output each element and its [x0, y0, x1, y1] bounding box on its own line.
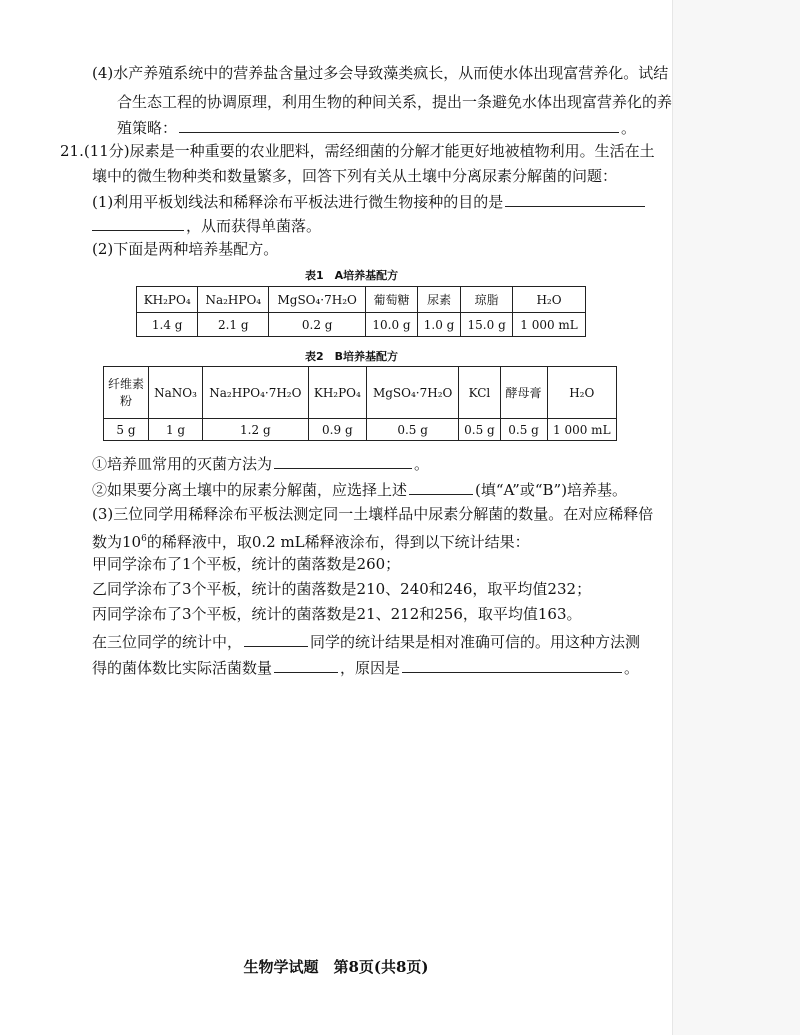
page-edge-shadow	[672, 0, 800, 1035]
table2-header-cell: H₂O	[547, 367, 616, 419]
q21-part3-line-6	[92, 630, 640, 653]
q21-part3-l6-b: 同学的统计结果是相对准确可信的。用这种方法测	[310, 633, 641, 651]
table2-header-cell: KH₂PO₄	[308, 367, 366, 419]
answer-blank[interactable]	[274, 656, 338, 673]
q21-part2-line: (2)下面是两种培养基配方。	[92, 240, 279, 258]
q21-sub2-text-b: (填“A”或“B”)培养基。	[475, 481, 628, 499]
q21-sub1-text-a: ①培养皿常用的灭菌方法为	[92, 455, 273, 473]
q21-part3-line-2	[92, 528, 530, 553]
q21-part3-l6-a: 在三位同学的统计中，	[92, 633, 243, 651]
q4-line-2: 合生态工程的协调原理，利用生物的种间关系，提出一条避免水体出现富营养化的养	[117, 93, 673, 111]
table1-header-cell: KH₂PO₄	[137, 287, 198, 313]
table1-caption: 表1 A培养基配方	[305, 269, 399, 282]
table2-value-cell: 0.5 g	[367, 419, 459, 441]
q4-line-3	[117, 116, 636, 139]
q21-intro-line-2: 壤中的微生物种类和数量繁多，回答下列有关从土壤中分离尿素分解菌的问题：	[92, 167, 618, 185]
table2-header-cell: 酵母膏	[500, 367, 547, 419]
table2-value-cell: 0.5 g	[500, 419, 547, 441]
table1-value-cell: 1 000 mL	[513, 313, 586, 337]
q21-part1-line-2	[92, 214, 321, 237]
q4-line-3-text: 殖策略：	[117, 119, 178, 137]
q21-part3-line-7	[92, 656, 639, 679]
answer-blank[interactable]	[402, 656, 622, 673]
table1-header-cell: 琼脂	[461, 287, 513, 313]
table2-caption: 表2 B培养基配方	[305, 350, 399, 363]
table2-header-cell: 纤维素粉	[104, 367, 149, 419]
table2-header-cell: Na₂HPO₄·7H₂O	[203, 367, 309, 419]
q21-part1-text-a: (1)利用平板划线法和稀释涂布平板法进行微生物接种的目的是	[92, 193, 504, 211]
table1-header-cell: 尿素	[417, 287, 460, 313]
table1-value-cell: 2.1 g	[198, 313, 269, 337]
table1-value-cell: 1.0 g	[417, 313, 460, 337]
table2-value-cell: 1 000 mL	[547, 419, 616, 441]
table1-value-cell: 15.0 g	[461, 313, 513, 337]
table1-value-cell: 0.2 g	[269, 313, 366, 337]
table1-header-row	[137, 287, 586, 313]
answer-blank[interactable]	[244, 630, 308, 647]
q21-part3-line-3: 甲同学涂布了1个平板，统计的菌落数是260；	[92, 555, 401, 573]
answer-blank[interactable]	[409, 478, 473, 495]
q21-part3-l7-a: 得的菌体数比实际活菌数量	[92, 659, 273, 677]
page-footer: 生物学试题 第8页(共8页)	[243, 958, 429, 976]
answer-blank[interactable]	[505, 190, 645, 207]
q21-part3-line-1: (3)三位同学用稀释涂布平板法测定同一土壤样品中尿素分解菌的数量。在对应稀释倍	[92, 505, 654, 523]
answer-blank[interactable]	[92, 214, 184, 231]
table1-value-cell: 1.4 g	[137, 313, 198, 337]
answer-blank[interactable]	[274, 452, 412, 469]
table2-value-cell: 5 g	[104, 419, 149, 441]
table1-header-cell: 葡萄糖	[366, 287, 418, 313]
table2-value-cell: 1 g	[149, 419, 203, 441]
q4-line-3-end: 。	[621, 119, 637, 137]
q21-part3-l7-c: 。	[624, 659, 640, 677]
q21-part3-l2-sup: 6	[141, 534, 147, 544]
q21-intro-line-1: 21.(11分)尿素是一种重要的农业肥料，需经细菌的分解才能更好地被植物利用。生活在土	[60, 142, 655, 160]
answer-blank[interactable]	[179, 116, 619, 133]
q21-part1-text-b: ，从而获得单菌落。	[186, 217, 322, 235]
table2-header-cell: MgSO₄·7H₂O	[367, 367, 459, 419]
table2-header-cell: KCl	[459, 367, 500, 419]
table1-value-cell: 10.0 g	[366, 313, 418, 337]
q21-sub1-text-b: 。	[414, 455, 430, 473]
q21-sub1-line	[92, 452, 429, 475]
q21-sub2-line	[92, 478, 627, 501]
table1-header-cell: Na₂HPO₄	[198, 287, 269, 313]
table-a-medium	[136, 286, 586, 337]
table2-header-cell: NaNO₃	[149, 367, 203, 419]
q21-part1-line-1	[92, 190, 647, 213]
q21-part3-line-5: 丙同学涂布了3个平板，统计的菌落数是21、212和256，取平均值163。	[92, 605, 582, 623]
table2-header-row	[104, 367, 617, 419]
q21-sub2-text-a: ②如果要分离土壤中的尿素分解菌，应选择上述	[92, 481, 408, 499]
q21-part3-l2-b: 的稀释液中，取0.2 mL稀释液涂布，得到以下统计结果：	[146, 533, 530, 551]
q21-part3-l7-b: ，原因是	[340, 659, 401, 677]
table2-value-cell: 0.5 g	[459, 419, 500, 441]
q21-part3-line-4: 乙同学涂布了3个平板，统计的菌落数是210、240和246，取平均值232；	[92, 580, 592, 598]
table1-header-cell: H₂O	[513, 287, 586, 313]
table1-value-row	[137, 313, 586, 337]
q4-line-1: (4)水产养殖系统中的营养盐含量过多会导致藻类疯长，从而使水体出现富营养化。试结	[92, 64, 669, 82]
table2-value-row	[104, 419, 617, 441]
q21-part3-l2-a: 数为10	[92, 533, 142, 551]
table1-header-cell: MgSO₄·7H₂O	[269, 287, 366, 313]
table2-value-cell: 1.2 g	[203, 419, 309, 441]
table2-value-cell: 0.9 g	[308, 419, 366, 441]
table-b-medium	[103, 366, 617, 441]
